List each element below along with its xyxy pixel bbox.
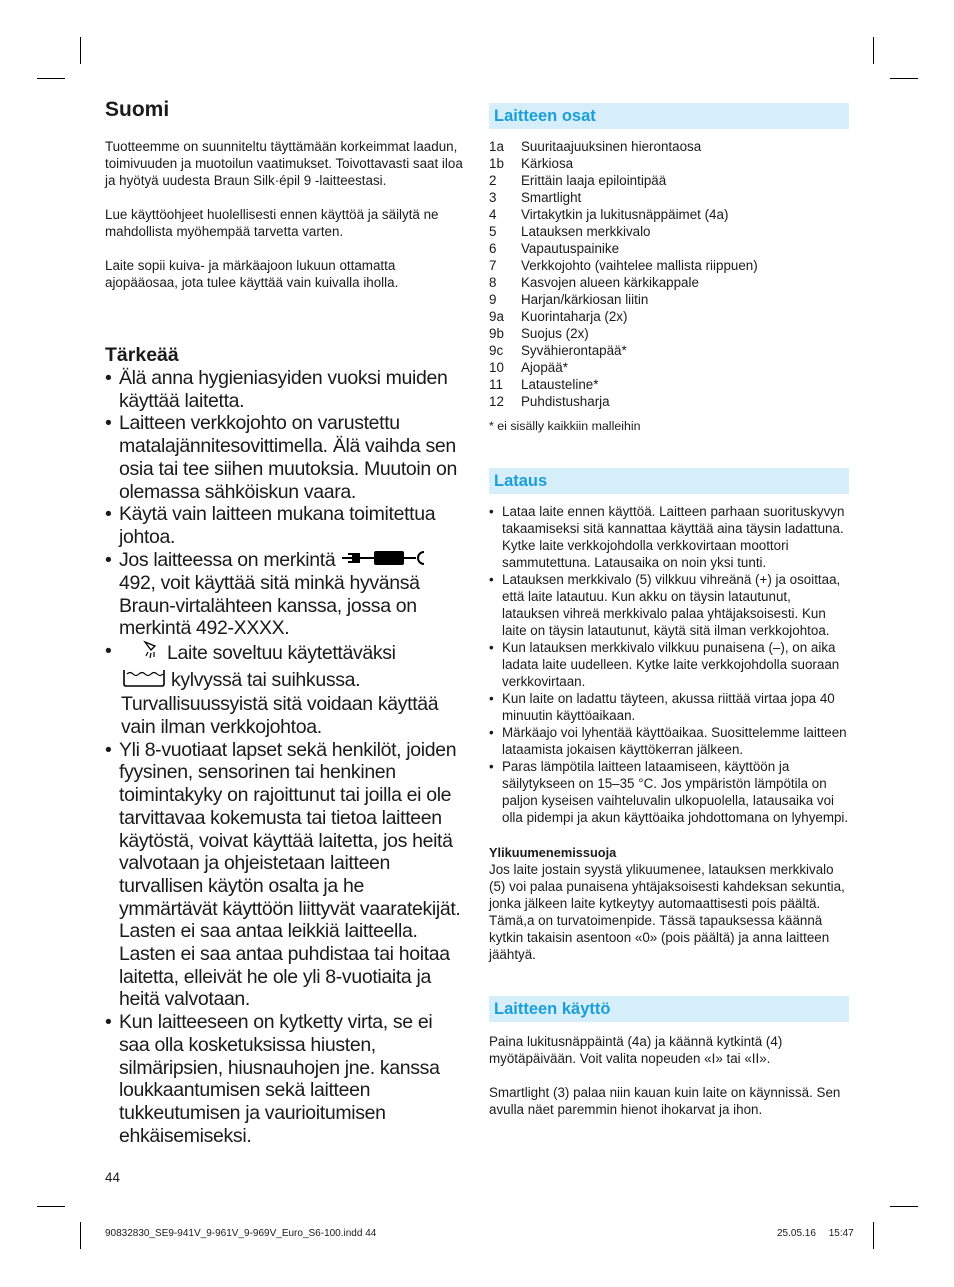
list-item: • Paras lämpötila laitteen lataamiseen, käyttöön ja säilytykseen on 15–35 °C. Jos ympäristön lämpötila on paljon kyseisen vaihteluvalin ulkopuolella, latausaika voi olla pidempi ja akun käyttöaika johdottomana on lyhyempi. bbox=[489, 758, 849, 826]
overheat-heading: Ylikuumenemissuoja bbox=[489, 845, 617, 860]
crop-mark bbox=[890, 1206, 918, 1207]
part-label: Latauksen merkkivalo bbox=[521, 224, 651, 239]
part-label: Suojus (2x) bbox=[521, 326, 589, 341]
list-item bbox=[105, 640, 467, 739]
important-heading: Tärkeää bbox=[105, 344, 179, 366]
part-number: 10 bbox=[489, 360, 504, 375]
bath-line-1: Laite soveltuu käytettäväksi bbox=[167, 641, 396, 664]
part-label: Kasvojen alueen kärkikappale bbox=[521, 275, 699, 290]
parts-note: * ei sisälly kaikkiin malleihin bbox=[489, 419, 641, 433]
part-label: Smartlight bbox=[521, 190, 582, 205]
intro bbox=[105, 138, 467, 291]
list-item: • Lataa laite ennen käyttöä. Laitteen parhaan suorituskyvyn takaamiseksi sitä kannattaa käyttää aina täysin ladattuna. Kytke laite verkkojohdolla verkkovirtaan moottori sammutettuna. Latausaika on noin yksi tunti. bbox=[489, 503, 849, 571]
list-item: • Märkäajo voi lyhentää käyttöaikaa. Suosittelemme laitteen lataamista jokaisen käyttökerran jälkeen. bbox=[489, 724, 849, 758]
part-label: Kuorintaharja (2x) bbox=[521, 309, 628, 324]
part-number: 3 bbox=[489, 190, 497, 205]
table-row bbox=[489, 189, 758, 206]
part-label: Latausteline* bbox=[521, 377, 599, 392]
page-title: Suomi bbox=[105, 98, 170, 121]
intro-paragraph: Lue käyttöohjeet huolellisesti ennen käyttöä ja säilytä ne mahdollista myöhempää tarvetta varten. bbox=[105, 207, 439, 239]
overheat-text: Jos laite jostain syystä ylikuumenee, latauksen merkkivalo (5) voi palaa punaisena yhtäjaksoisesti kahdeksan sekuntia, jonka jälkeen laite kytkeytyy automaattisesti pois päältä. Tämä,a on turvatoimenpide. Tässä tapauksessa käännä kytkin takaisin asentoon «0» (pois päältä) ja anna laitteen jäähtyä. bbox=[489, 862, 845, 962]
page-number: 44 bbox=[105, 1170, 120, 1185]
part-label: Vapautuspainike bbox=[521, 241, 620, 256]
part-number: 7 bbox=[489, 258, 497, 273]
list-item: • Latauksen merkkivalo (5) vilkkuu vihreänä (+) ja osoittaa, että laite latautuu. Kun akku on täysin latautunut, latauksen vihreä merkkivalo palaa yhtäjaksoisesti. Kun laite on täysin latautunut, käytä sitä ilman verkkojohtoa. bbox=[489, 571, 849, 639]
part-number: 1b bbox=[489, 156, 504, 171]
part-label: Ajopää* bbox=[521, 360, 568, 375]
part-label: Virtakytkin ja lukitusnäppäimet (4a) bbox=[521, 207, 729, 222]
intro-paragraph: Laite sopii kuiva- ja märkäajoon lukuun ottamatta ajopääosaa, jota tulee käyttää vain kuivalla iholla. bbox=[105, 258, 399, 290]
table-row bbox=[489, 206, 758, 223]
footer-timestamp bbox=[777, 1228, 854, 1239]
part-number: 6 bbox=[489, 241, 497, 256]
table-row bbox=[489, 274, 758, 291]
table-row bbox=[489, 376, 758, 393]
part-number: 9c bbox=[489, 343, 504, 358]
charging-list bbox=[489, 503, 849, 826]
bath-rest: Turvallisuussyistä sitä voidaan käyttää vain ilman verkkojohtoa. bbox=[121, 693, 439, 739]
list-item: • Kun laitteeseen on kytketty virta, se ei saa olla kosketuksissa hiusten, silmäripsien, hiusnauhojen jne. kanssa loukkaantumisen sekä laitteen tukkeutumisen ja vaurioitumisen ehkäisemiseksi. bbox=[105, 1011, 467, 1147]
crop-mark bbox=[80, 1222, 81, 1249]
crop-mark bbox=[890, 78, 918, 79]
shower-icon bbox=[139, 640, 161, 668]
intro-paragraph: Tuotteemme on suunniteltu täyttämään korkeimmat laadun, toimivuuden ja muotoilun vaatimukset. Toivottavasti saat iloa ja hyötyä uudesta Braun Silk·épil 9 -laitteestasi. bbox=[105, 139, 463, 188]
part-label: Erittäin laaja epilointipää bbox=[521, 173, 667, 188]
plug-text-post: 492, voit käyttää sitä minkä hyvänsä Braun-virtalähteen kanssa, jossa on merkintä 492-XXXX. bbox=[119, 571, 420, 640]
table-row bbox=[489, 172, 758, 189]
section-title: Lataus bbox=[494, 472, 548, 490]
part-label: Syvähierontapää* bbox=[521, 343, 627, 358]
part-label: Puhdistusharja bbox=[521, 394, 610, 409]
table-row bbox=[489, 155, 758, 172]
bath-line-2: kylvyssä tai suihkussa. bbox=[171, 668, 361, 691]
part-number: 1a bbox=[489, 139, 504, 154]
list-item: • Älä anna hygieniasyiden vuoksi muiden käyttää laitetta. bbox=[105, 367, 467, 412]
bathtub-icon bbox=[121, 668, 167, 694]
list-item bbox=[105, 549, 467, 640]
table-row bbox=[489, 257, 758, 274]
section-header-usage bbox=[489, 996, 849, 1022]
crop-mark bbox=[80, 37, 81, 64]
part-number: 9a bbox=[489, 309, 504, 324]
table-row bbox=[489, 240, 758, 257]
table-row bbox=[489, 342, 758, 359]
usage-paragraph: Smartlight (3) palaa niin kauan kuin laite on käynnissä. Sen avulla näet paremmin hienot ihokarvat ja ihon. bbox=[489, 1085, 841, 1117]
part-number: 5 bbox=[489, 224, 497, 239]
crop-mark bbox=[873, 1222, 874, 1249]
part-label: Suuritaajuuksinen hierontaosa bbox=[521, 139, 702, 154]
crop-mark bbox=[37, 1206, 65, 1207]
table-row bbox=[489, 291, 758, 308]
list-item: • Kun latauksen merkkivalo vilkkuu punaisena (–), on aika ladata laite uudelleen. Kytke laite verkkojohdolla suoraan verkkovirtaan. bbox=[489, 639, 849, 690]
footer-time: 15:47 bbox=[828, 1228, 854, 1239]
part-label: Verkkojohto (vaihtelee mallista riippuen) bbox=[521, 258, 758, 273]
plug-adapter-icon bbox=[340, 549, 426, 572]
part-label: Harjan/kärkiosan liitin bbox=[521, 292, 649, 307]
usage-paragraph: Paina lukitusnäppäintä (4a) ja käännä kytkintä (4) myötäpäivään. Voit valita nopeuden «I» tai «II». bbox=[489, 1034, 783, 1066]
table-row bbox=[489, 308, 758, 325]
footer-date: 25.05.16 bbox=[777, 1228, 816, 1239]
part-number: 11 bbox=[489, 377, 503, 392]
section-title: Laitteen käyttö bbox=[494, 1000, 611, 1018]
important-list bbox=[105, 367, 467, 1147]
list-item: • Yli 8-vuotiaat lapset sekä henkilöt, joiden fyysinen, sensorinen tai henkinen toimintakyky on rajoittunut tai joilla ei ole tarvittavaa kokemusta tai tietoa laitteen käytöstä, voivat käyttää laitetta, jos heitä valvotaan ja ohjeistetaan laitteen turvallisen käytön osalta ja he ymmärtävät käyttöön liittyvät vaaratekijät. Lasten ei saa antaa leikkiä laitteella. Lasten ei saa antaa puhdistaa tai hoitaa laitetta, elleivät he ole yli 8-vuotiaita ja heitä valvotaan. bbox=[105, 739, 467, 1011]
part-number: 8 bbox=[489, 275, 497, 290]
table-row bbox=[489, 223, 758, 240]
section-header-charging bbox=[489, 468, 849, 494]
table-row bbox=[489, 359, 758, 376]
list-item: • Kun laite on ladattu täyteen, akussa riittää virtaa jopa 40 minuutin käyttöaikaan. bbox=[489, 690, 849, 724]
crop-mark bbox=[873, 37, 874, 64]
part-number: 9b bbox=[489, 326, 504, 341]
plug-text-pre: Jos laitteessa on merkintä bbox=[119, 548, 336, 571]
left-column bbox=[105, 96, 467, 308]
section-title: Laitteen osat bbox=[494, 107, 596, 125]
crop-mark bbox=[37, 78, 65, 79]
part-number: 4 bbox=[489, 207, 497, 222]
list-item: • Käytä vain laitteen mukana toimitettua johtoa. bbox=[105, 503, 467, 548]
right-column bbox=[489, 103, 849, 1118]
footer-file-info: 90832830_SE9-941V_9-961V_9-969V_Euro_S6-100.indd 44 bbox=[105, 1228, 377, 1239]
section-header-parts bbox=[489, 103, 849, 129]
part-number: 9 bbox=[489, 292, 497, 307]
part-number: 12 bbox=[489, 394, 504, 409]
parts-list bbox=[489, 138, 758, 410]
table-row bbox=[489, 138, 758, 155]
part-number: 2 bbox=[489, 173, 497, 188]
table-row bbox=[489, 393, 758, 410]
table-row bbox=[489, 325, 758, 342]
part-label: Kärkiosa bbox=[521, 156, 574, 171]
list-item: • Laitteen verkkojohto on varustettu matalajännitesovittimella. Älä vaihda sen osia tai tee siihen muutoksia. Muutoin on olemassa sähköiskun vaara. bbox=[105, 412, 467, 503]
